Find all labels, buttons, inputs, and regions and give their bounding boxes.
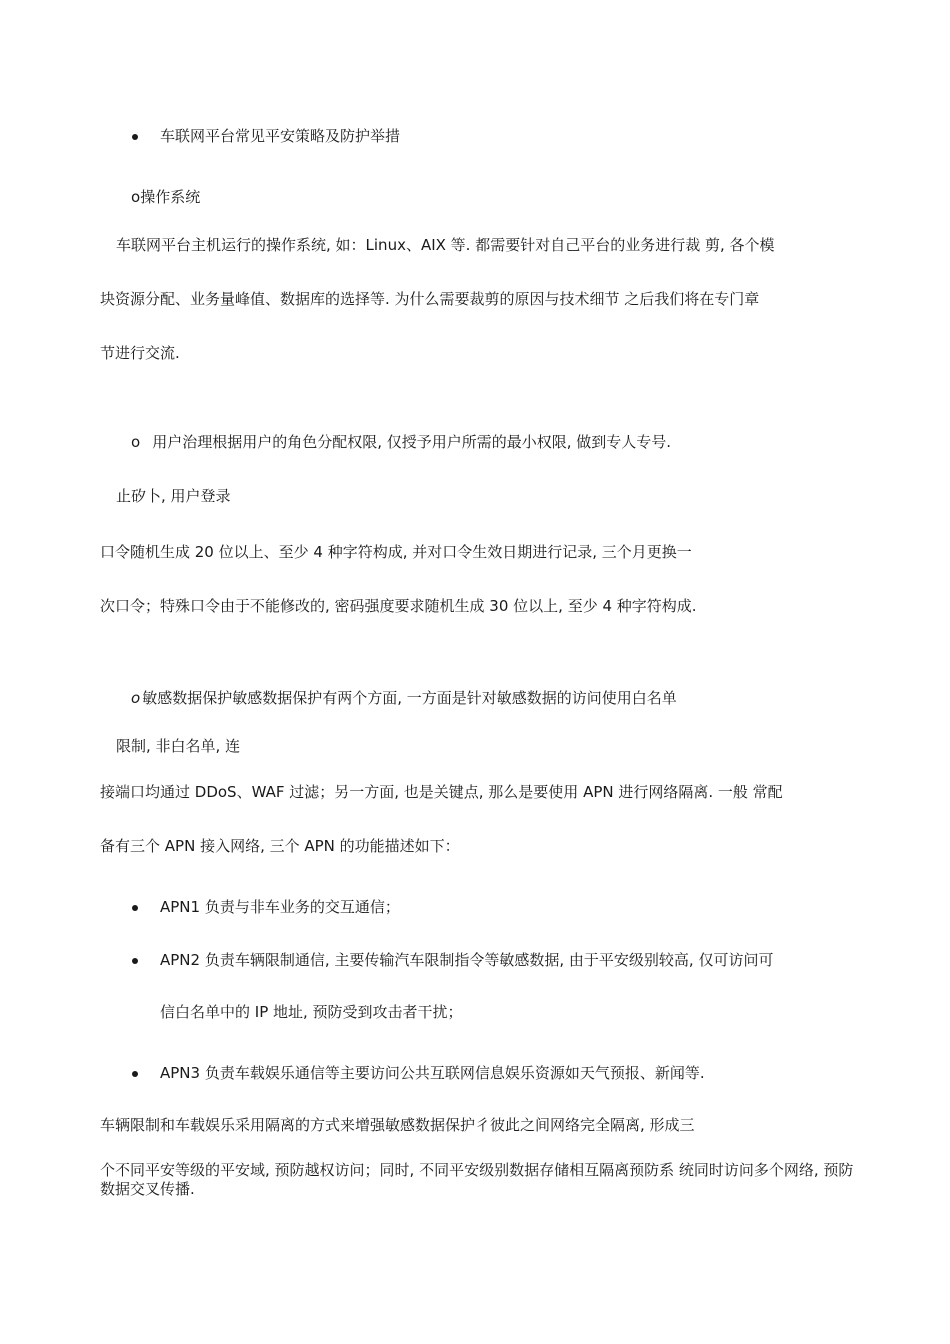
paragraph-line: 限制, 非白名单, 连 bbox=[116, 737, 241, 755]
paragraph-line: 止矽卜, 用户登录 bbox=[116, 487, 231, 505]
list-item-apn3: APN3 负责车载娱乐通信等主要访问公共互联网信息娱乐资源如天气预报、新闻等. bbox=[160, 1064, 705, 1082]
subsection-marker: o bbox=[131, 433, 141, 451]
paragraph-line: 节进行交流. bbox=[100, 344, 180, 362]
paragraph-line: 车联网平台主机运行的操作系统, 如：Linux、AIX 等. 都需要针对自己平台的业务进行裁 剪, 各个模 bbox=[116, 236, 775, 254]
list-item-apn2: APN2 负责车辆限制通信, 主要传输汽车限制指令等敏感数据, 由于平安级别较高, 仅可访问可 bbox=[160, 951, 774, 969]
bullet-icon bbox=[132, 905, 138, 911]
paragraph-line: 车辆限制和车载娱乐采用隔离的方式来增强敏感数据保护彳彼此之间网络完全隔离, 形成三 bbox=[100, 1116, 695, 1134]
subsection-title-text: 操作系统 bbox=[140, 188, 201, 206]
subsection-title-user bbox=[131, 432, 671, 452]
paragraph-line: 次口令；特殊口令由于不能修改的, 密码强度要求随机生成 30 位以上, 至少 4 种字符构成. bbox=[100, 597, 697, 615]
paragraph-line: 块资源分配、业务量峰值、数据库的选择等. 为什么需要裁剪的原因与技术细节 之后我们将在专门章 bbox=[100, 290, 760, 308]
bullet-icon bbox=[132, 958, 138, 964]
subsection-title-sensitive bbox=[131, 688, 677, 708]
bullet-icon bbox=[132, 1071, 138, 1077]
paragraph-line: 接端口均通过 DDoS、WAF 过滤；另一方面, 也是关键点, 那么是要使用 APN 进行网络隔离. 一般 常配 bbox=[100, 783, 783, 801]
subsection-title-os bbox=[131, 187, 200, 207]
paragraph-line: 口令随机生成 20 位以上、至少 4 种字符构成, 并对口令生效日期进行记录, 三个月更换一 bbox=[100, 543, 692, 561]
bullet-icon bbox=[132, 134, 138, 140]
paragraph-wrapped: 个不同平安等级的平安域, 预防越权访问；同时, 不同平安级别数据存储相互隔离预防系 统同时访问多个网络, 预防数据交叉传播. bbox=[100, 1161, 854, 1198]
subsection-title-text: 用户治理根据用户的角色分配权限, 仅授予用户所需的最小权限, 做到专人专号. bbox=[152, 433, 672, 451]
subsection-title-text: 敏感数据保护敏感数据保护有两个方面, 一方面是针对敏感数据的访问使用白名单 bbox=[142, 689, 677, 707]
list-item-apn2-continued: 信白名单中的 IP 地址, 预防受到攻击者干扰； bbox=[160, 1003, 463, 1021]
list-item-apn1: APN1 负责与非车业务的交互通信； bbox=[160, 898, 400, 916]
section-heading: 车联网平台常见平安策略及防护举措 bbox=[160, 127, 401, 145]
paragraph-line: 备有三个 APN 接入网络, 三个 APN 的功能描述如下： bbox=[100, 837, 460, 855]
subsection-marker: o bbox=[131, 188, 141, 206]
subsection-marker: o bbox=[131, 689, 141, 707]
